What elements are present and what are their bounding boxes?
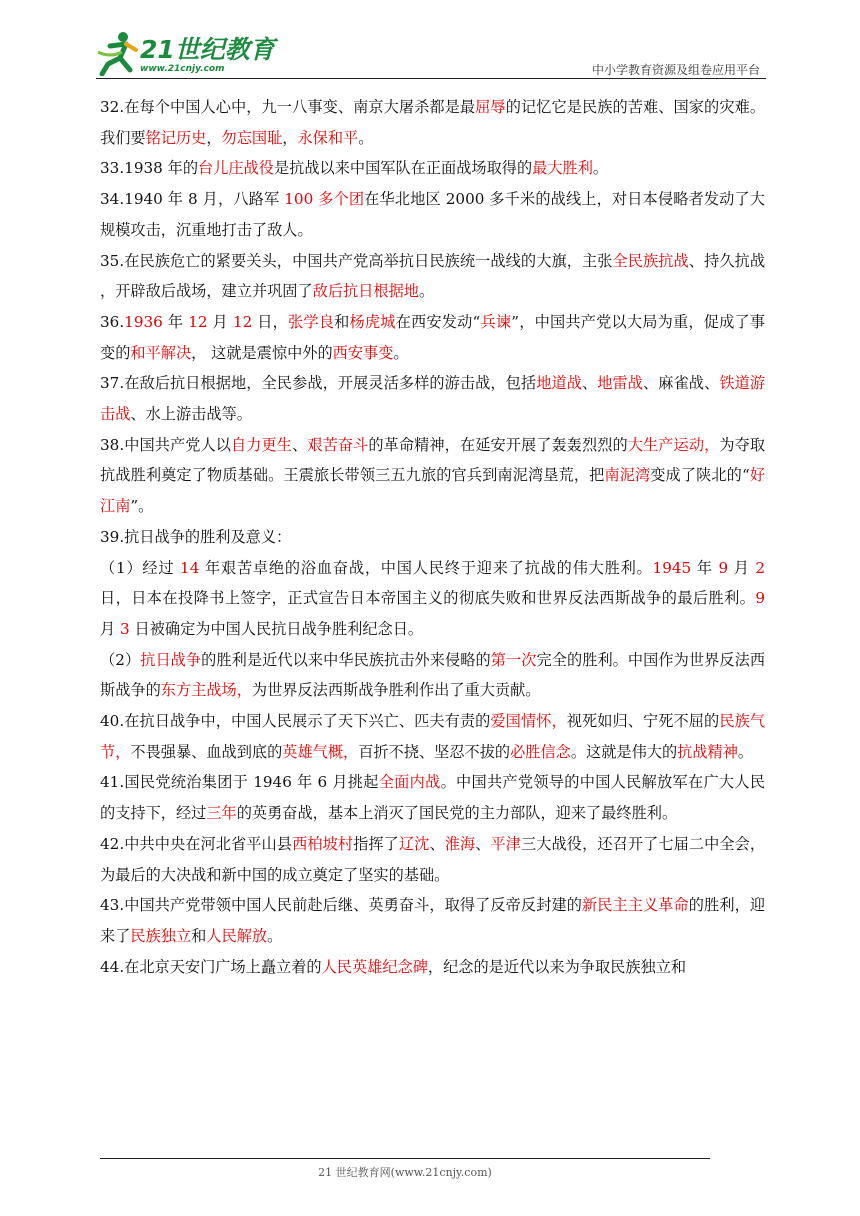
text-run: 。 — [358, 128, 374, 147]
highlighted-term: 新民主主义革命 — [581, 896, 689, 915]
highlighted-term: 抗战精神 — [677, 742, 738, 761]
text-run: 日， — [252, 312, 289, 331]
highlighted-term: 地道战 — [536, 374, 582, 393]
highlighted-term: 民族独立 — [130, 926, 192, 945]
paragraph — [100, 153, 765, 184]
text-run: 和 — [334, 312, 350, 331]
highlighted-term: 12 — [232, 312, 253, 331]
text-run: 41.国民党统治集团于 1946 年 6 月挑起 — [100, 773, 379, 792]
paragraph — [100, 92, 765, 153]
highlighted-term: 勿忘国耻 — [221, 128, 283, 147]
highlighted-term: 好江南 — [100, 466, 766, 516]
highlighted-term: 最大胜利 — [532, 159, 593, 178]
highlighted-term: 艰苦奋斗 — [307, 435, 369, 454]
text-run: 年 — [162, 312, 189, 331]
highlighted-term: 铁道游击战 — [100, 374, 766, 424]
text-run: 的革命精神，在延安开展了轰轰烈烈的 — [368, 435, 628, 454]
text-run: 完全的胜利。中国作为世界反法西斯战争的 — [100, 650, 766, 700]
text-run: 44.在北京天安门广场上矗立着的 — [100, 957, 322, 976]
highlighted-term: 12 — [188, 312, 208, 331]
highlighted-term: 屈辱 — [475, 98, 506, 116]
text-run: 为夺取抗战胜利奠定了物质基础。王震旅长带领三五九旅的官兵到南泥湾垦荒，把 — [100, 435, 766, 485]
highlighted-term: 人民解放 — [206, 926, 268, 945]
text-run: 38.中国共产党人以 — [100, 435, 232, 454]
highlighted-term: 平津 — [490, 834, 522, 853]
page-header — [96, 28, 766, 80]
text-run: 、 — [429, 834, 445, 853]
highlighted-term: 淮海 — [444, 834, 476, 853]
text-run: 、麻雀战、 — [643, 374, 720, 393]
text-run: 年艰苦卓绝的浴血奋战，中国人民终于迎来了抗战的伟大胜利。 — [199, 558, 653, 577]
paragraph — [100, 890, 765, 951]
highlighted-term: 14 — [180, 558, 200, 577]
text-run: 39.抗日战争的胜利及意义： — [100, 527, 292, 546]
running-figure-icon — [96, 30, 140, 76]
highlighted-term: 西安事变 — [332, 343, 394, 362]
text-run: ，纪念的是近代以来为争取民族独立和 — [427, 957, 687, 976]
text-run: 在华北地区 2000 多千米的战线上，对日本侵略者发动了大规模攻击，沉重地打击了敌人。 — [100, 190, 765, 239]
text-run: ， — [206, 128, 222, 147]
text-run: 。 — [737, 742, 754, 761]
footer-divider — [100, 1158, 710, 1159]
text-run: 。 — [592, 159, 609, 178]
paragraph — [100, 430, 765, 522]
paragraph — [100, 307, 765, 368]
text-run: 40.在抗日战争中，中国人民展示了天下兴亡、匹夫有责的 — [100, 712, 491, 731]
highlighted-term: 西柏坡村 — [292, 834, 354, 853]
site-logo[interactable] — [96, 28, 276, 80]
text-run: 不畏强暴、血战到底的 — [130, 742, 283, 761]
paragraph — [100, 645, 765, 706]
text-run: 和 — [191, 926, 207, 945]
text-run: 32.在每个中国人心中，九一八事变、南京大屠杀都是最 — [100, 98, 476, 116]
highlighted-term: 地雷战 — [597, 374, 644, 393]
logo-url: www.21cnjy.com — [140, 64, 225, 74]
highlighted-term: 南泥湾 — [604, 466, 651, 485]
text-run: 日，日本在投降书上签字，正式宣告日本帝国主义的彻底失败和世界反法西斯战争的最后胜利。 — [100, 589, 756, 608]
highlighted-term: 敌后抗日根据地 — [312, 282, 419, 301]
highlighted-term: 英雄气概， — [282, 742, 359, 761]
paragraph — [100, 952, 765, 983]
text-run: 百折不挠、坚忍不拔的 — [358, 742, 511, 761]
text-run: 。 — [393, 343, 409, 362]
highlighted-term: 3 — [120, 619, 130, 638]
text-run: 三大战役，还召开了七届二中全会，为最后的大决战和新中国的成立奠定了坚实的基础。 — [100, 834, 766, 884]
text-run: 日被确定为中国人民抗日战争胜利纪念日。 — [129, 619, 424, 638]
highlighted-term: 全民族抗战 — [612, 251, 689, 270]
text-run: 。 — [267, 926, 283, 945]
highlighted-term: 2 — [755, 558, 766, 577]
highlighted-term: 100 多个团 — [284, 190, 365, 209]
text-run: 为世界反法西斯战争胜利作出了重大贡献。 — [251, 681, 541, 700]
text-run: 指挥了 — [353, 834, 399, 853]
text-run: 。这就是伟大的 — [570, 742, 678, 761]
paragraph — [100, 246, 765, 307]
paragraph — [100, 368, 765, 429]
text-run: 。 — [418, 282, 435, 301]
text-run: 42.中共中央在河北省平山县 — [100, 834, 293, 853]
text-run: （2） — [100, 650, 141, 669]
text-run: 月 — [728, 558, 756, 577]
highlighted-term: 自力更生 — [231, 435, 293, 454]
text-run: 年 — [691, 558, 719, 577]
text-run: 变成了陕北的“ — [650, 466, 750, 485]
text-run: ”，中国共产党以大局为重，促成了事变的 — [100, 312, 766, 362]
highlighted-term: 抗日战争 — [140, 650, 202, 669]
highlighted-term: 必胜信念 — [510, 742, 571, 761]
text-run: 的记忆它是民族的苦难、国家的灾难。我们要 — [100, 98, 766, 147]
text-run: 的胜利，迎来了 — [100, 896, 766, 945]
highlighted-term: 9 — [718, 558, 729, 577]
highlighted-term: 大生产运动， — [627, 435, 720, 454]
text-run: 。中国共产党领导的中国人民解放军在广大人民的支持下，经过 — [100, 773, 766, 823]
text-run: 37.在敌后抗日根据地，全民参战，开展灵活多样的游击战，包括 — [100, 374, 537, 393]
text-run: 、持久抗战 ，开辟敌后战场，建立并巩固了 — [100, 251, 766, 301]
highlighted-term: 1936 — [124, 312, 163, 331]
text-run: （1）经过 — [100, 558, 181, 577]
text-run: 在西安发动“ — [395, 312, 481, 331]
highlighted-term: 人民英雄纪念碑 — [321, 957, 428, 976]
text-run: 、 — [475, 834, 491, 853]
highlighted-term: 张学良 — [288, 312, 335, 331]
highlighted-term: 第一次 — [490, 650, 537, 669]
text-run: 是抗战以来中国军队在正面战场取得的 — [273, 159, 533, 178]
highlighted-term: 和平解决 — [130, 343, 192, 362]
logo-text: 21世纪教育 — [140, 35, 275, 64]
paragraph — [100, 829, 765, 890]
highlighted-term: 铭记历史 — [145, 128, 207, 147]
text-run: 34.1940 年 8 月，八路军 — [100, 190, 285, 209]
document-body — [100, 92, 765, 982]
highlighted-term: 兵谏 — [480, 312, 512, 331]
text-run: 33.1938 年的 — [100, 159, 199, 178]
highlighted-term: 爱国情怀， — [490, 712, 567, 731]
highlighted-term: 东方主战场， — [160, 681, 252, 700]
paragraph — [100, 184, 765, 245]
text-run: ， 这就是震惊中外的 — [191, 343, 333, 362]
text-run: 的胜利是近代以来中华民族抗击外来侵略的 — [201, 650, 491, 669]
highlighted-term: 9 — [755, 589, 765, 608]
text-run: 43.中国共产党带领中国人民前赴后继、英勇奋斗，取得了反帝反封建的 — [100, 896, 582, 915]
page-footer: 21 世纪教育网(www.21cnjy.com) — [318, 1166, 492, 1179]
text-run: 的英勇奋战，基本上消灭了国民党的主力部队，迎来了最终胜利。 — [236, 804, 678, 823]
text-run: 、 — [292, 435, 308, 454]
highlighted-term: 辽沈 — [398, 834, 430, 853]
highlighted-term: 永保和平 — [297, 128, 359, 147]
paragraph — [100, 767, 765, 828]
highlighted-term: 三年 — [206, 804, 237, 823]
header-divider — [96, 78, 766, 79]
paragraph — [100, 522, 765, 553]
platform-title: 中小学教育资源及组卷应用平台 — [591, 63, 760, 77]
highlighted-term: 杨虎城 — [349, 312, 396, 331]
text-run: 月 — [207, 312, 233, 331]
text-run: ”。 — [130, 497, 154, 516]
text-run: 、水上游击战等。 — [130, 405, 252, 424]
highlighted-term: 全面内战 — [378, 773, 441, 792]
text-run: 视死如归、宁死不屈的 — [566, 712, 720, 731]
highlighted-term: 1945 — [652, 558, 692, 577]
highlighted-term: 民族气节， — [100, 712, 766, 761]
paragraph — [100, 706, 765, 767]
text-run: 、 — [581, 374, 598, 393]
text-run: 月 — [100, 619, 121, 638]
highlighted-term: 台儿庄战役 — [198, 159, 274, 178]
paragraph — [100, 553, 765, 645]
text-run: ， — [282, 128, 298, 147]
text-run: 35.在民族危亡的紧要关头，中国共产党高举抗日民族统一战线的大旗，主张 — [100, 251, 613, 270]
text-run: 36. — [100, 312, 125, 331]
